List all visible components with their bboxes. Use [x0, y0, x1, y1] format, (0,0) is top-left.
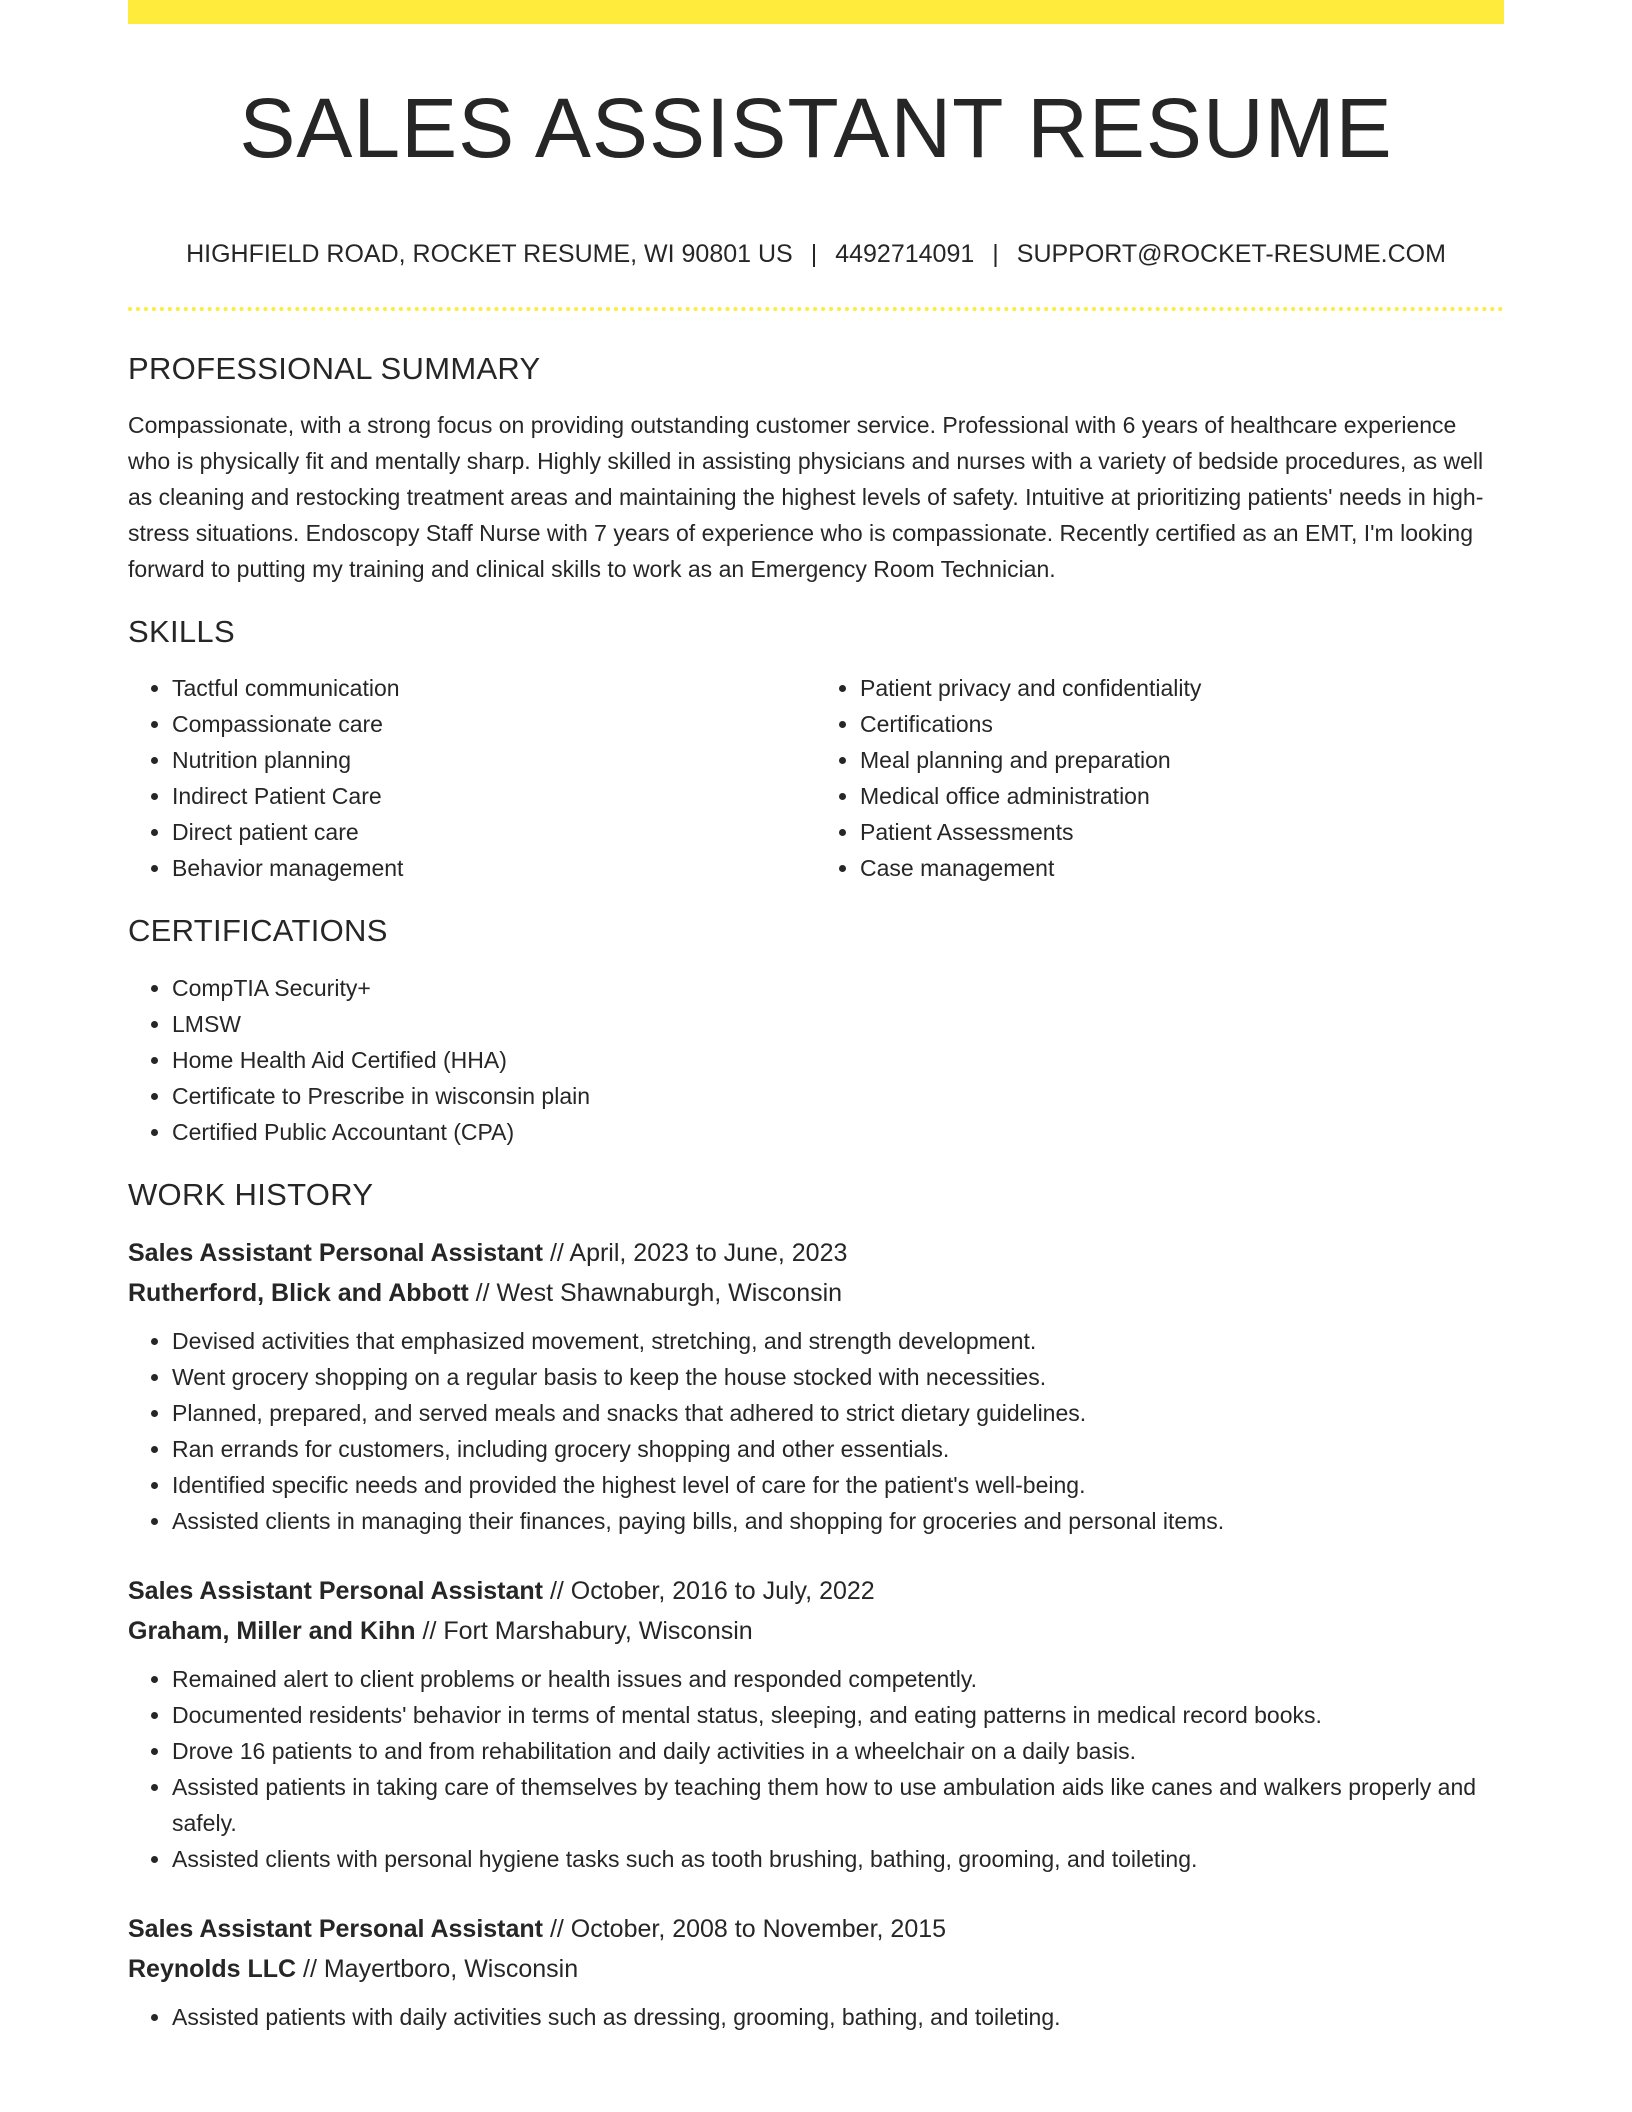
job-bullets — [128, 1661, 1504, 1877]
certification-item: • Certified Public Accountant (CPA) — [172, 1114, 1504, 1150]
job-dates: // April, 2023 to June, 2023 — [543, 1238, 848, 1267]
job-bullets — [128, 1999, 1504, 2035]
contact-separator: | — [992, 240, 999, 268]
skill-item: • Compassionate care — [172, 706, 816, 742]
skill-item: • Direct patient care — [172, 814, 816, 850]
job-bullet: • Assisted patients with daily activities such as dressing, grooming, bathing, and toileting. — [172, 1999, 1504, 2035]
job-bullet: • Planned, prepared, and served meals and snacks that adhered to strict dietary guidelines. — [172, 1395, 1504, 1431]
skill-item: • Tactful communication — [172, 670, 816, 706]
job-company: Graham, Miller and Kihn — [128, 1616, 416, 1645]
job-title: Sales Assistant Personal Assistant — [128, 1914, 543, 1943]
job-company-line — [128, 1949, 1504, 1989]
job-company-line — [128, 1273, 1504, 1313]
contact-address: HIGHFIELD ROAD, ROCKET RESUME, WI 90801 US — [186, 240, 793, 268]
job-title: Sales Assistant Personal Assistant — [128, 1576, 543, 1605]
header-divider — [128, 307, 1504, 311]
work-history-heading: WORK HISTORY — [128, 1176, 374, 1212]
contact-separator: | — [810, 240, 818, 268]
job-title: Sales Assistant Personal Assistant — [128, 1238, 543, 1267]
job-title-line — [128, 1909, 1504, 1949]
skill-item: • Certifications — [860, 706, 1504, 742]
job-bullet: • Remained alert to client problems or health issues and responded competently. — [172, 1661, 1504, 1697]
skill-item: • Meal planning and preparation — [860, 742, 1504, 778]
summary-heading: PROFESSIONAL SUMMARY — [128, 351, 541, 386]
resume-content — [128, 350, 1504, 2067]
skill-item: • Medical office administration — [860, 778, 1504, 814]
job-company: Reynolds LLC — [128, 1954, 297, 1983]
certification-item: • Home Health Aid Certified (HHA) — [172, 1042, 1504, 1078]
skill-item: • Patient Assessments — [860, 814, 1504, 850]
job-title-line — [128, 1233, 1504, 1273]
skills-columns — [128, 670, 1504, 886]
job-bullet: • Assisted clients in managing their finances, paying bills, and shopping for groceries and personal items. — [172, 1503, 1504, 1539]
job-bullet: • Drove 16 patients to and from rehabilitation and daily activities in a wheelchair on a daily basis. — [172, 1733, 1504, 1769]
certification-item: • LMSW — [172, 1006, 1504, 1042]
summary-text: Compassionate, with a strong focus on providing outstanding customer service. Professional with 6 years of healthcare experience who is physically fit and mentally sharp. Highly skilled in assisting physicians and nurses with a variety of bedside procedures, as well as cleaning and restocking treatment areas and maintaining the highest levels of safety. Intuitive at prioritizing patients' needs in high-stress situations. Endoscopy Staff Nurse with 7 years of experience who is compassionate. Recently certified as an EMT, I'm looking forward to putting my training and clinical skills to work as an Emergency Room Technician. — [128, 412, 1484, 583]
certifications-list — [128, 970, 1504, 1150]
job-bullet: • Identified specific needs and provided the highest level of care for the patient's well-being. — [172, 1467, 1504, 1503]
skill-item: • Indirect Patient Care — [172, 778, 816, 814]
contact-email[interactable]: SUPPORT@ROCKET-RESUME.COM — [1016, 240, 1446, 268]
job-company-line — [128, 1611, 1504, 1651]
skills-heading: SKILLS — [128, 614, 235, 650]
skill-item: • Nutrition planning — [172, 742, 816, 778]
job-entry — [128, 1909, 1504, 2035]
skills-left-list — [128, 670, 816, 886]
job-bullet: • Went grocery shopping on a regular basis to keep the house stocked with necessities. — [172, 1359, 1504, 1395]
skill-item: • Patient privacy and confidentiality — [860, 670, 1504, 706]
job-location: // West Shawnaburgh, Wisconsin — [468, 1278, 843, 1307]
job-dates: // October, 2016 to July, 2022 — [543, 1576, 875, 1605]
top-accent-bar — [128, 0, 1504, 24]
contact-line — [128, 236, 1504, 272]
job-bullets — [128, 1323, 1504, 1539]
job-company: Rutherford, Blick and Abbott — [128, 1278, 469, 1307]
job-bullet: • Assisted patients in taking care of themselves by teaching them how to use ambulation aids like canes and walkers properly and safely. — [172, 1769, 1504, 1841]
certification-item: • Certificate to Prescribe in wisconsin plain — [172, 1078, 1504, 1114]
skill-item: • Behavior management — [172, 850, 816, 886]
certifications-heading: CERTIFICATIONS — [128, 913, 388, 949]
job-bullet: • Documented residents' behavior in terms of mental status, sleeping, and eating patterns in medical record books. — [172, 1697, 1504, 1733]
job-bullet: • Assisted clients with personal hygiene tasks such as tooth brushing, bathing, grooming, and toileting. — [172, 1841, 1504, 1877]
job-title-line — [128, 1571, 1504, 1611]
contact-phone: 4492714091 — [835, 240, 975, 268]
job-dates: // October, 2008 to November, 2015 — [543, 1914, 947, 1943]
skills-right-list — [816, 670, 1504, 886]
job-location: // Mayertboro, Wisconsin — [296, 1954, 579, 1983]
job-entry — [128, 1571, 1504, 1877]
resume-title: SALES ASSISTANT RESUME — [239, 81, 1393, 175]
job-bullet: • Ran errands for customers, including grocery shopping and other essentials. — [172, 1431, 1504, 1467]
job-location: // Fort Marshabury, Wisconsin — [415, 1616, 753, 1645]
job-entry — [128, 1233, 1504, 1539]
skill-item: • Case management — [860, 850, 1504, 886]
job-bullet: • Devised activities that emphasized movement, stretching, and strength development. — [172, 1323, 1504, 1359]
certification-item: • CompTIA Security+ — [172, 970, 1504, 1006]
